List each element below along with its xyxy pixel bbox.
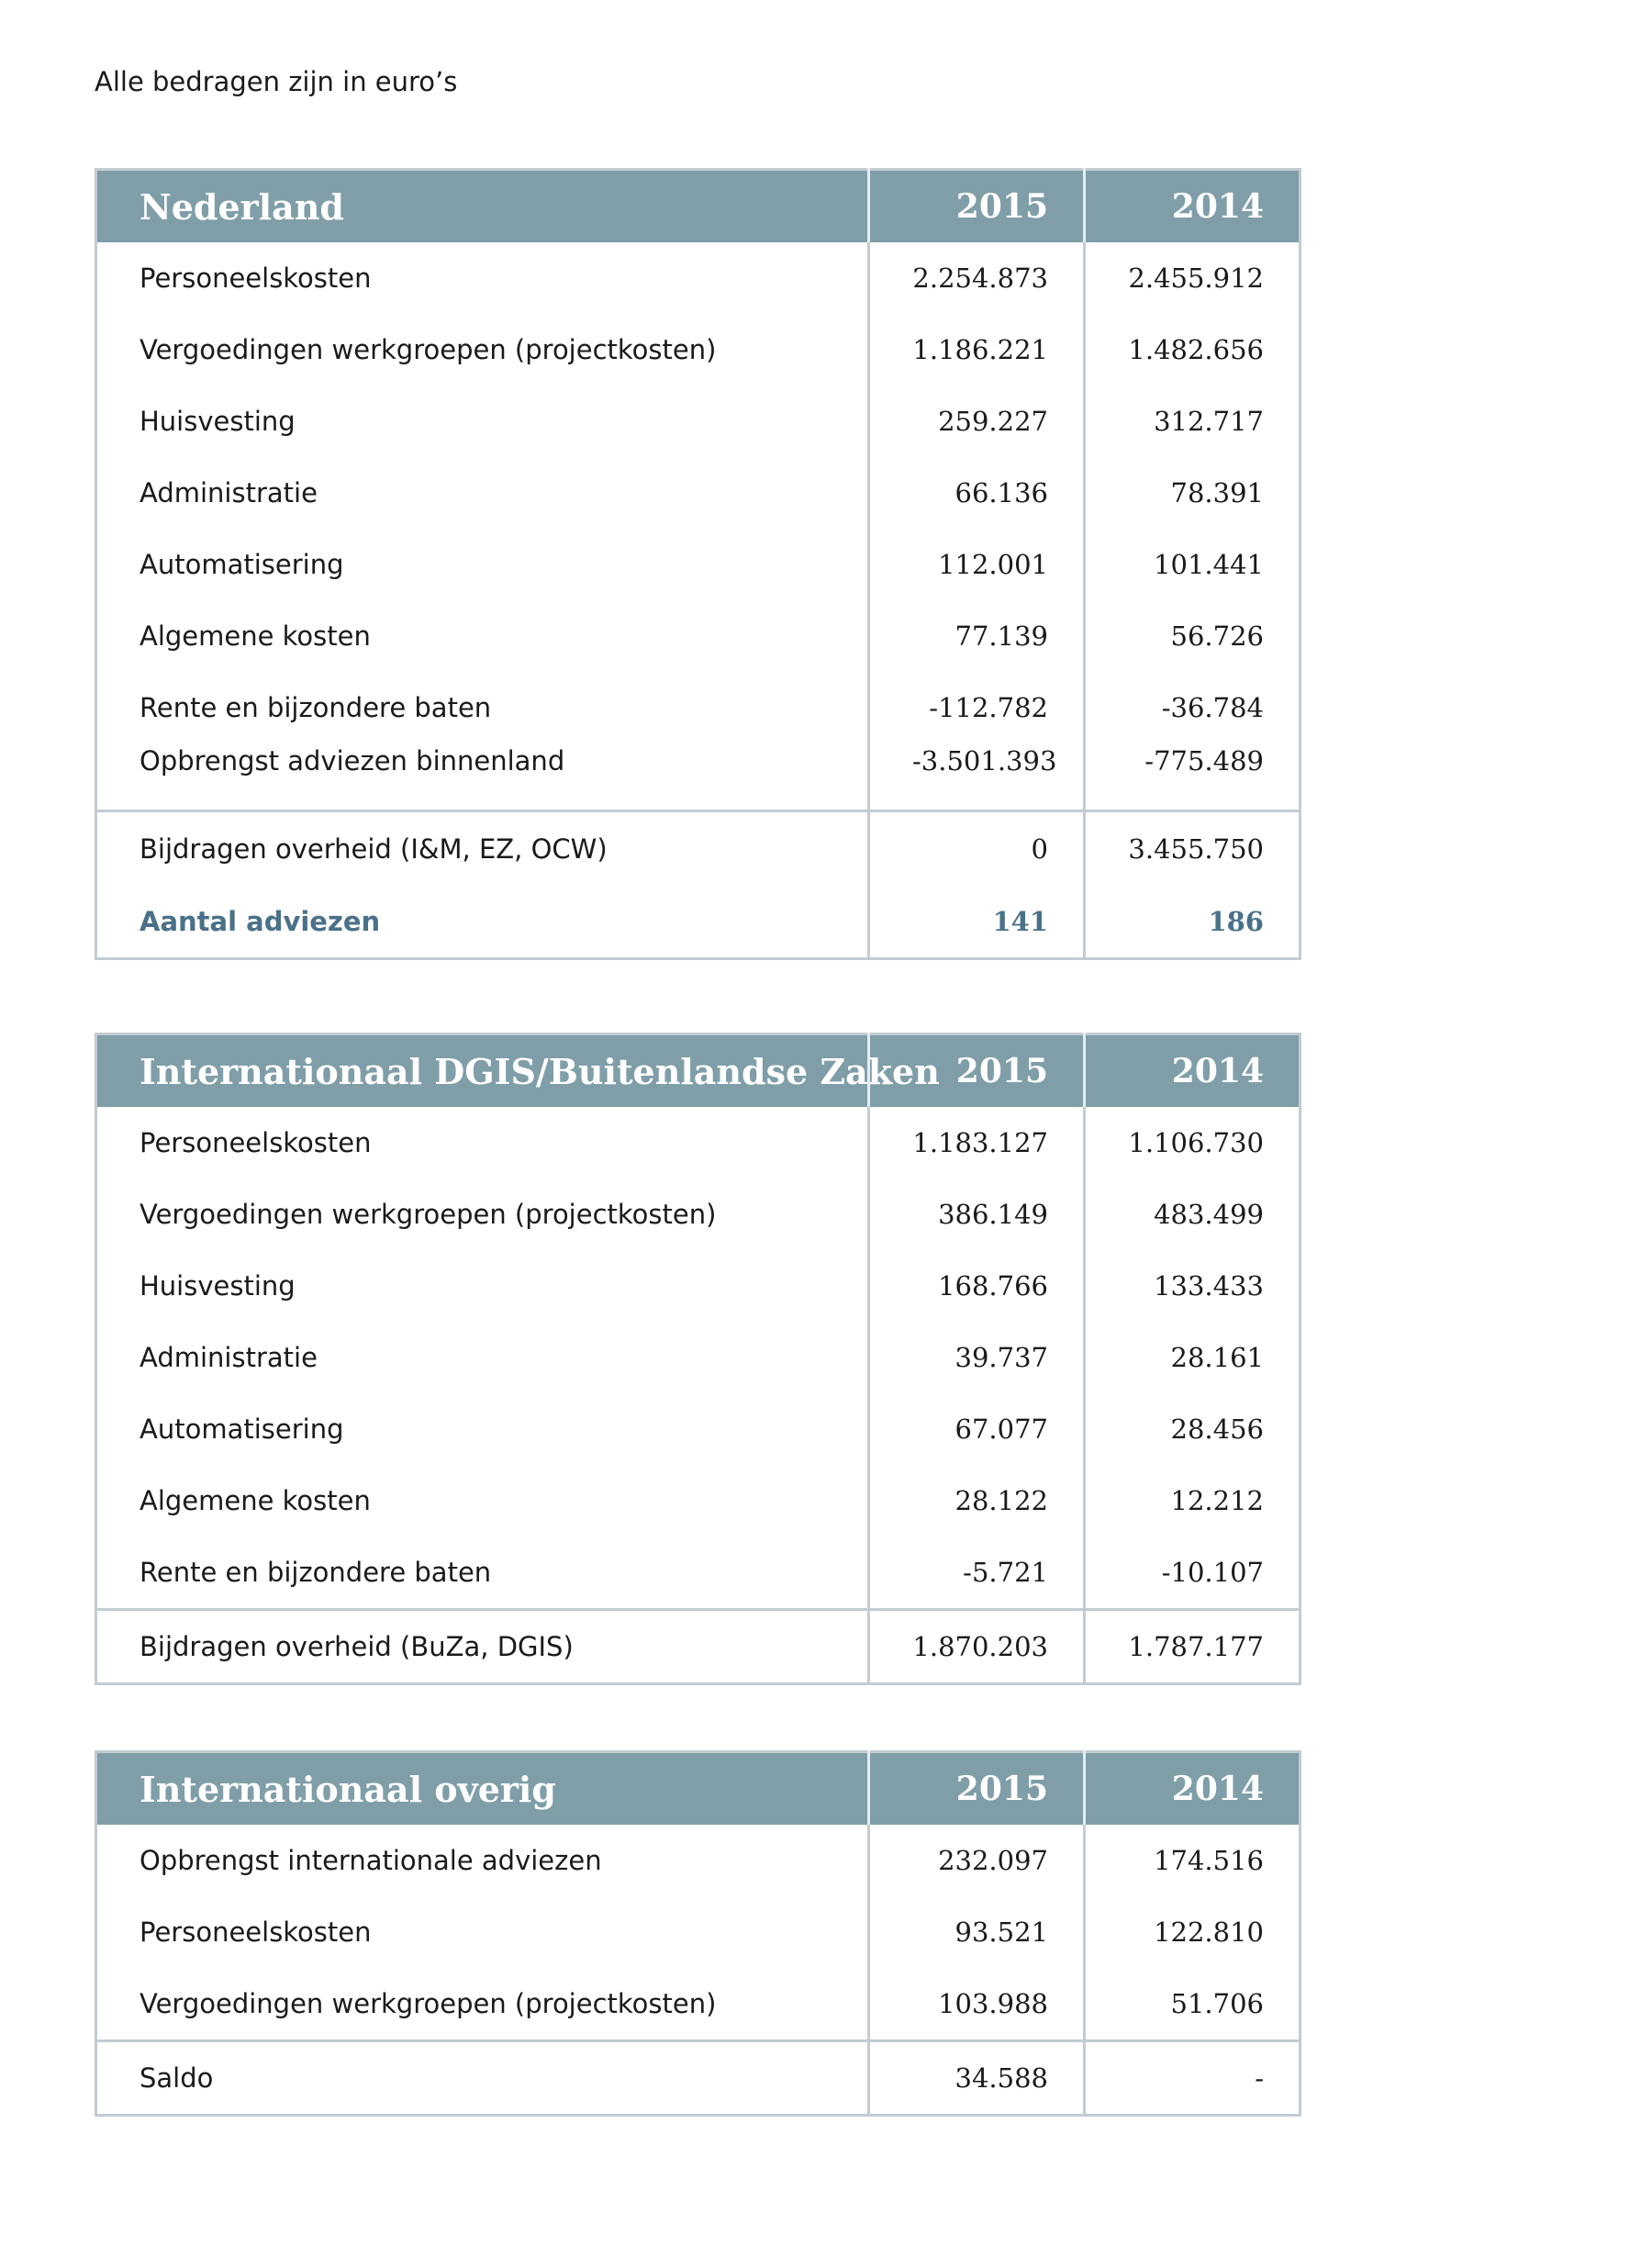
table-internationaal-overig (95, 1750, 1301, 2117)
value-2014: 1.106.730 (1085, 1107, 1300, 1179)
value-2014: 78.391 (1085, 457, 1300, 529)
value-2015: 67.077 (869, 1393, 1085, 1465)
table-header (96, 170, 1300, 243)
value-2014: 12.212 (1085, 1465, 1300, 1536)
value-2015: 0 (869, 811, 1085, 887)
value-2014: 133.433 (1085, 1250, 1300, 1322)
row-label: Vergoedingen werkgroepen (projectkosten) (140, 1199, 717, 1230)
value-2014: -10.107 (1085, 1536, 1300, 1610)
year-header-2014: 2014 (1085, 170, 1300, 243)
value-2014: 56.726 (1085, 600, 1300, 672)
table-row (96, 1107, 1300, 1179)
value-2014: 174.516 (1085, 1825, 1300, 1896)
value-2014: 28.161 (1085, 1322, 1300, 1393)
value-2015: 93.521 (869, 1896, 1085, 1968)
row-label: Rente en bijzondere baten (140, 692, 492, 723)
value-2015: 77.139 (869, 600, 1085, 672)
value-2014: -775.489 (1085, 743, 1300, 811)
value-2014: - (1085, 2041, 1300, 2116)
table-row (96, 1968, 1300, 2041)
row-label: Algemene kosten (140, 1485, 371, 1516)
value-2015: 168.766 (869, 1250, 1085, 1322)
row-label: Automatisering (140, 549, 344, 580)
value-2015: 112.001 (869, 529, 1085, 600)
table-row (96, 1179, 1300, 1250)
value-2015: 2.254.873 (869, 242, 1085, 314)
table-row (96, 600, 1300, 672)
table-row (96, 1465, 1300, 1536)
row-label: Personeelskosten (140, 263, 372, 294)
table-row (96, 457, 1300, 529)
table-row (96, 1610, 1300, 1684)
table-row (96, 1896, 1300, 1968)
year-header-2014: 2014 (1085, 1034, 1300, 1108)
table-row (96, 1322, 1300, 1393)
table-row (96, 2041, 1300, 2116)
year-header-2015: 2015 (869, 170, 1085, 243)
value-2014: 28.456 (1085, 1393, 1300, 1465)
value-2014: 101.441 (1085, 529, 1300, 600)
table-internationaal-dgis (95, 1033, 1301, 1685)
value-2015: -3.501.393 (869, 743, 1085, 811)
value-2015: -112.782 (869, 672, 1085, 743)
row-label: Opbrengst internationale adviezen (140, 1845, 602, 1876)
table-title: Nederland (96, 170, 869, 243)
table-title: Internationaal DGIS/Buitenlandse Zaken (96, 1034, 869, 1108)
value-2014: 483.499 (1085, 1179, 1300, 1250)
value-2015: 103.988 (869, 1968, 1085, 2041)
value-2015: 259.227 (869, 386, 1085, 457)
value-2015: 34.588 (869, 2041, 1085, 2116)
table-row (96, 672, 1300, 743)
table-title: Internationaal overig (96, 1752, 869, 1826)
row-label: Aantal adviezen (140, 906, 381, 937)
table-nederland (95, 168, 1301, 960)
row-label: Opbrengst adviezen binnenland (140, 745, 565, 777)
table-row (96, 1393, 1300, 1465)
value-2015: 66.136 (869, 457, 1085, 529)
row-label: Personeelskosten (140, 1916, 372, 1948)
row-label: Vergoedingen werkgroepen (projectkosten) (140, 1988, 717, 2019)
row-label: Bijdragen overheid (BuZa, DGIS) (96, 1610, 869, 1684)
row-label: Bijdragen overheid (I&M, EZ, OCW) (96, 811, 869, 887)
value-2014: 186 (1085, 886, 1300, 959)
value-2014: 1.787.177 (1085, 1610, 1300, 1684)
row-label: Rente en bijzondere baten (140, 1557, 492, 1588)
year-header-2015: 2015 (869, 1034, 1085, 1108)
value-2015: 39.737 (869, 1322, 1085, 1393)
value-2015: 1.870.203 (869, 1610, 1085, 1684)
table-row (96, 811, 1300, 887)
table-row (96, 1825, 1300, 1896)
value-2015: 386.149 (869, 1179, 1085, 1250)
value-2014: 122.810 (1085, 1896, 1300, 1968)
value-2015: 141 (869, 886, 1085, 959)
row-label: Huisvesting (140, 1270, 296, 1302)
table-row (96, 1250, 1300, 1322)
table-header (96, 1752, 1300, 1826)
table-row (96, 314, 1300, 386)
table-row (96, 529, 1300, 600)
row-label: Algemene kosten (140, 620, 371, 652)
table-row (96, 242, 1300, 314)
value-2014: 1.482.656 (1085, 314, 1300, 386)
year-header-2015: 2015 (869, 1752, 1085, 1826)
value-2014: -36.784 (1085, 672, 1300, 743)
row-label: Vergoedingen werkgroepen (projectkosten) (140, 334, 717, 365)
value-2015: -5.721 (869, 1536, 1085, 1610)
value-2014: 312.717 (1085, 386, 1300, 457)
currency-caption: Alle bedragen zijn in euro’s (95, 66, 458, 97)
row-label: Personeelskosten (140, 1127, 372, 1158)
value-2014: 2.455.912 (1085, 242, 1300, 314)
row-label: Huisvesting (140, 406, 296, 437)
value-2015: 232.097 (869, 1825, 1085, 1896)
value-2015: 1.186.221 (869, 314, 1085, 386)
row-label: Administratie (140, 477, 318, 508)
value-2015: 28.122 (869, 1465, 1085, 1536)
value-2014: 3.455.750 (1085, 811, 1300, 887)
value-2014: 51.706 (1085, 1968, 1300, 2041)
row-label: Administratie (140, 1342, 318, 1373)
table-row-highlight (96, 886, 1300, 959)
table-header (96, 1034, 1300, 1108)
value-2015: 1.183.127 (869, 1107, 1085, 1179)
table-row (96, 743, 1300, 811)
table-row (96, 386, 1300, 457)
table-row (96, 1536, 1300, 1610)
row-label: Automatisering (140, 1414, 344, 1445)
year-header-2014: 2014 (1085, 1752, 1300, 1826)
row-label: Saldo (96, 2041, 869, 2116)
